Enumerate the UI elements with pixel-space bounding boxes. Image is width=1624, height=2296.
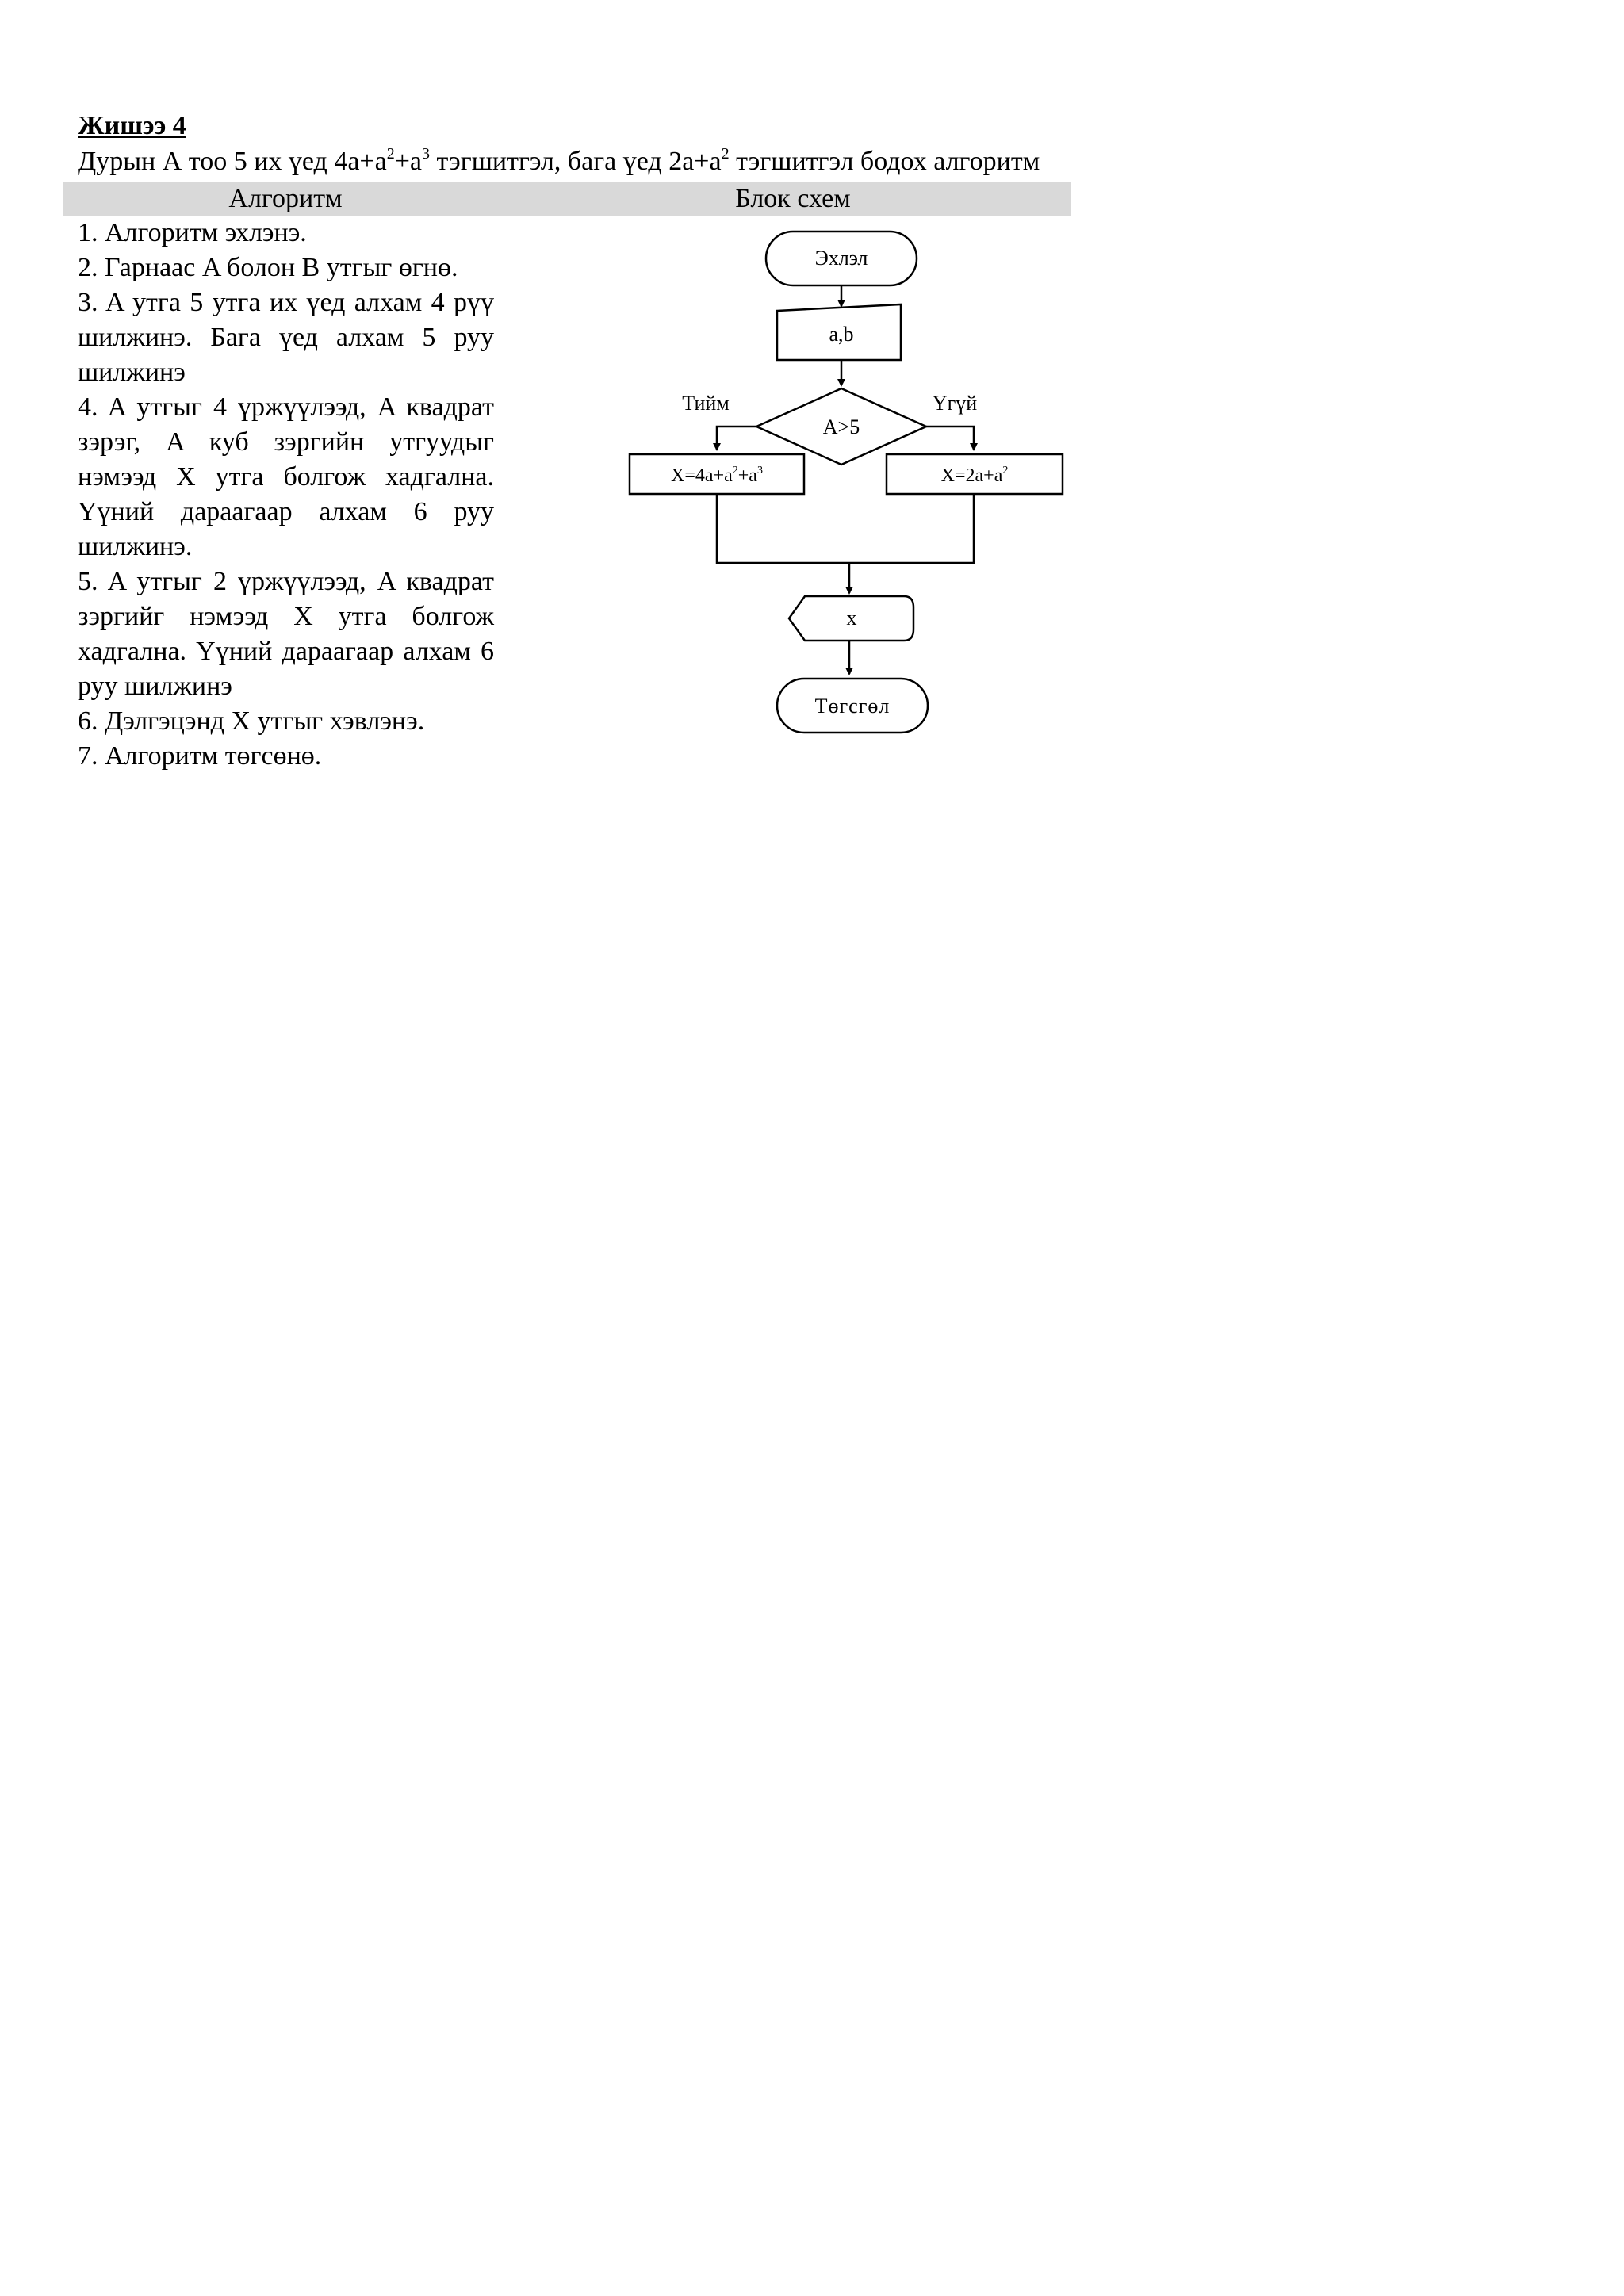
algorithm-column-header: Алгоритм: [228, 184, 343, 213]
step-4: 4. A утгыг 4 үржүүлээд, A квадрат зэрэг, A куб зэргийн утгуудыг нэмээд X утга болгож хадгална. Үүний дараагаар алхам 6 руу шилжинэ.: [78, 392, 494, 561]
yes-process-exp-1: 2: [732, 465, 738, 476]
yes-process-part-2: +a: [737, 465, 757, 486]
end-label: Төгсгөл: [814, 695, 891, 718]
merge-line: [717, 494, 974, 563]
step-7: 7. Алгоритм төгсөнө.: [78, 741, 322, 771]
no-process-exp-1: 2: [1002, 465, 1009, 476]
problem-statement: [78, 146, 1040, 178]
no-process-part-1: X=2a+a: [940, 465, 1003, 486]
yes-label: Тийм: [682, 392, 730, 415]
step-2: 2. Гарнаас A болон B утгыг өгнө.: [78, 253, 458, 282]
example-heading: Жишээ 4: [78, 111, 186, 140]
no-process-label: [941, 465, 1009, 486]
yes-process-part-1: X=4a+a: [671, 465, 733, 486]
yes-process-label: [671, 465, 763, 486]
yes-process-exp-2: 3: [756, 465, 763, 476]
step-6: 6. Дэлгэцэнд X утгыг хэвлэнэ.: [78, 706, 425, 736]
step-1: 1. Алгоритм эхлэнэ.: [78, 218, 307, 247]
statement-exponent-3: 2: [721, 145, 730, 163]
algorithm-steps: [78, 216, 494, 774]
no-label: Үгүй: [932, 392, 978, 415]
start-label: Эхлэл: [814, 247, 868, 270]
yes-branch-arrow: [717, 427, 756, 450]
flowchart: [619, 222, 1078, 745]
step-3: 3. A утга 5 утга их үед алхам 4 рүү шилжинэ. Бага үед алхам 5 руу шилжинэ: [78, 288, 494, 387]
flowchart-column-header: Блок схем: [735, 184, 851, 213]
statement-exponent-2: 3: [421, 145, 430, 163]
step-5: 5. A утгыг 2 үржүүлээд, A квадрат зэргийг нэмээд X утга болгож хадгална. Үүний дараагаар алхам 6 руу шилжинэ: [78, 567, 494, 701]
input-label: a,b: [829, 323, 854, 346]
output-label: x: [846, 607, 857, 629]
no-branch-arrow: [926, 427, 974, 450]
statement-part-2: +a: [394, 147, 422, 176]
statement-part-3: тэгшитгэл, бага үед 2a+a: [429, 147, 722, 176]
statement-exponent-1: 2: [386, 145, 395, 163]
statement-part-1: Дурын А тоо 5 их үед 4a+a: [78, 147, 387, 176]
statement-part-4: тэгшитгэл бодох алгоритм: [729, 147, 1040, 176]
condition-label: A>5: [822, 415, 860, 438]
